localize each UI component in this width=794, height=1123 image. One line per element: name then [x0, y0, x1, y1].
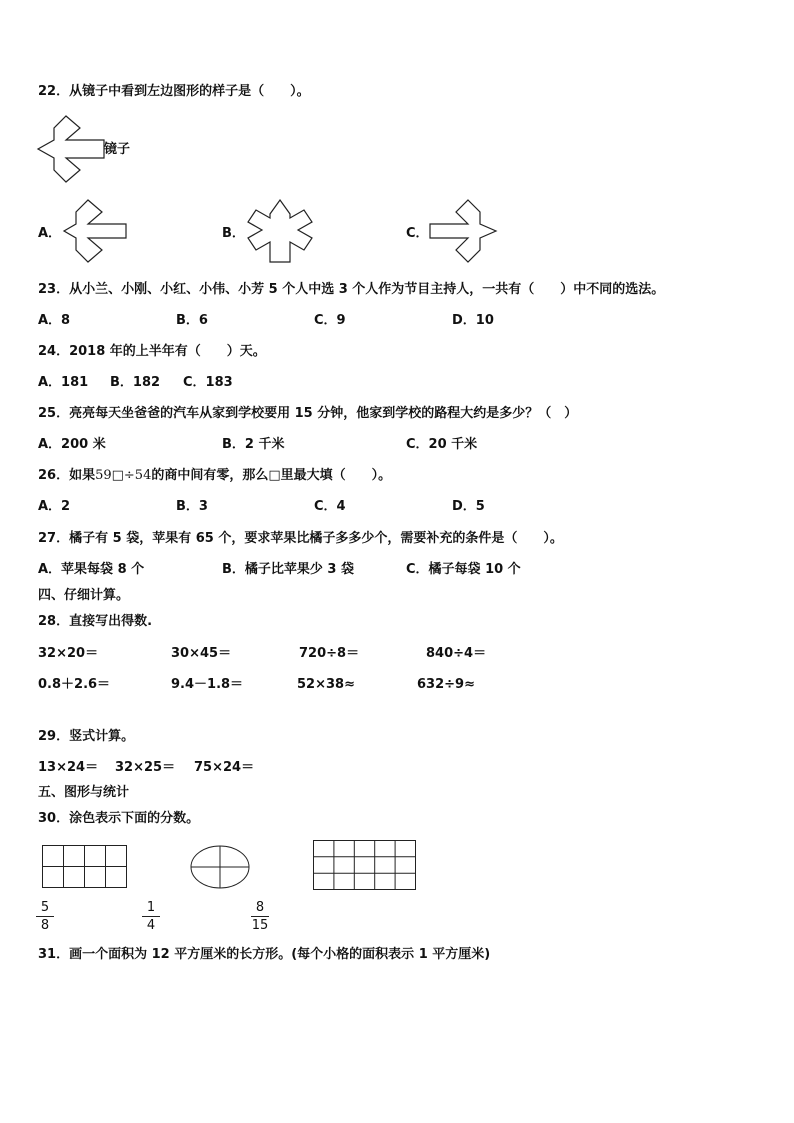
q26-expression: 59□÷54 [95, 468, 152, 483]
q28-item: 32×20＝ [38, 646, 99, 661]
q26-option-c[interactable]: C．4 [314, 499, 346, 514]
fraction-denominator: 15 [251, 918, 269, 933]
q28-question: 28．直接写出得数. [38, 614, 153, 629]
q26-question [38, 468, 391, 484]
q29-item: 32×25＝ [115, 760, 176, 775]
q24-option-b[interactable]: B．182 [110, 375, 161, 390]
q24-option-c[interactable]: C．183 [183, 375, 233, 390]
q25-question: 25．亮亮每天坐爸爸的汽车从家到学校要用 15 分钟，他家到学校的路程大约是多少？（ ） [38, 406, 578, 421]
grid-3x5-figure[interactable] [313, 840, 417, 892]
q23-question: 23．从小兰、小刚、小红、小伟、小芳 5 个人中选 3 个人作为节目主持人，一共有（ ）中不同的选法。 [38, 282, 665, 297]
q24-option-a[interactable]: A．181 [38, 375, 89, 390]
q31-question: 31．画一个面积为 12 平方厘米的长方形。(每个小格的面积表示 1 平方厘米) [38, 947, 491, 962]
q23-option-a[interactable]: A．8 [38, 313, 71, 328]
q28-item: 720÷8＝ [299, 646, 360, 661]
q25-option-a[interactable]: A．200 米 [38, 437, 106, 452]
fraction-1-4 [142, 900, 160, 933]
mirror-label: 镜子 [104, 142, 131, 157]
q22-option-a[interactable]: A． [38, 226, 62, 241]
ellipse-quarters-figure[interactable] [190, 845, 252, 891]
arrow-figure-option-c[interactable] [428, 198, 498, 264]
q23-option-b[interactable]: B．6 [176, 313, 208, 328]
q28-item: 840÷4＝ [426, 646, 487, 661]
q29-item: 13×24＝ [38, 760, 99, 775]
fraction-numerator: 5 [40, 900, 50, 915]
q24-question: 24．2018 年的上半年有（ ）天。 [38, 344, 266, 359]
fraction-bar [142, 916, 160, 917]
q26-option-a[interactable]: A．2 [38, 499, 71, 514]
fraction-8-15 [251, 900, 269, 933]
arrow-figure-option-b[interactable] [246, 198, 314, 264]
arrow-figure-original [36, 114, 108, 184]
section-4-title: 四、仔细计算。 [38, 588, 130, 603]
q27-option-a[interactable]: A．苹果每袋 8 个 [38, 562, 145, 577]
fraction-denominator: 8 [40, 918, 50, 933]
q22-option-b[interactable]: B． [222, 226, 245, 241]
q26-question-prefix: 26．如果 [38, 468, 96, 483]
q25-option-b[interactable]: B．2 千米 [222, 437, 285, 452]
section-5-title: 五、图形与统计 [38, 785, 130, 800]
q25-option-c[interactable]: C．20 千米 [406, 437, 478, 452]
arrow-figure-option-a[interactable] [62, 198, 128, 264]
fraction-bar [36, 916, 54, 917]
q26-option-b[interactable]: B．3 [176, 499, 208, 514]
q29-question: 29．竖式计算。 [38, 729, 135, 744]
q29-item: 75×24＝ [194, 760, 255, 775]
q28-item: 30×45＝ [171, 646, 232, 661]
q28-item: 9.4－1.8＝ [171, 677, 244, 692]
q26-question-suffix: 的商中间有零，那么□里最大填（ ）。 [151, 468, 392, 483]
fraction-denominator: 4 [146, 918, 156, 933]
fraction-numerator: 1 [146, 900, 156, 915]
q28-item: 632÷9≈ [417, 677, 475, 692]
q27-option-c[interactable]: C．橘子每袋 10 个 [406, 562, 521, 577]
q23-option-c[interactable]: C．9 [314, 313, 346, 328]
q26-option-d[interactable]: D．5 [452, 499, 485, 514]
q30-question: 30．涂色表示下面的分数。 [38, 811, 200, 826]
q27-option-b[interactable]: B．橘子比苹果少 3 袋 [222, 562, 355, 577]
fraction-bar [251, 916, 269, 917]
q27-question: 27．橘子有 5 袋，苹果有 65 个，要求苹果比橘子多多少个，需要补充的条件是（ ）。 [38, 531, 563, 546]
q28-item: 0.8＋2.6＝ [38, 677, 111, 692]
q28-item: 52×38≈ [297, 677, 355, 692]
q22-option-c[interactable]: C． [406, 226, 429, 241]
grid-2x4-figure[interactable] [42, 845, 128, 889]
fraction-5-8 [36, 900, 54, 933]
q22-question: 22．从镜子中看到左边图形的样子是（ ）。 [38, 84, 310, 99]
q23-option-d[interactable]: D．10 [452, 313, 494, 328]
fraction-numerator: 8 [255, 900, 265, 915]
